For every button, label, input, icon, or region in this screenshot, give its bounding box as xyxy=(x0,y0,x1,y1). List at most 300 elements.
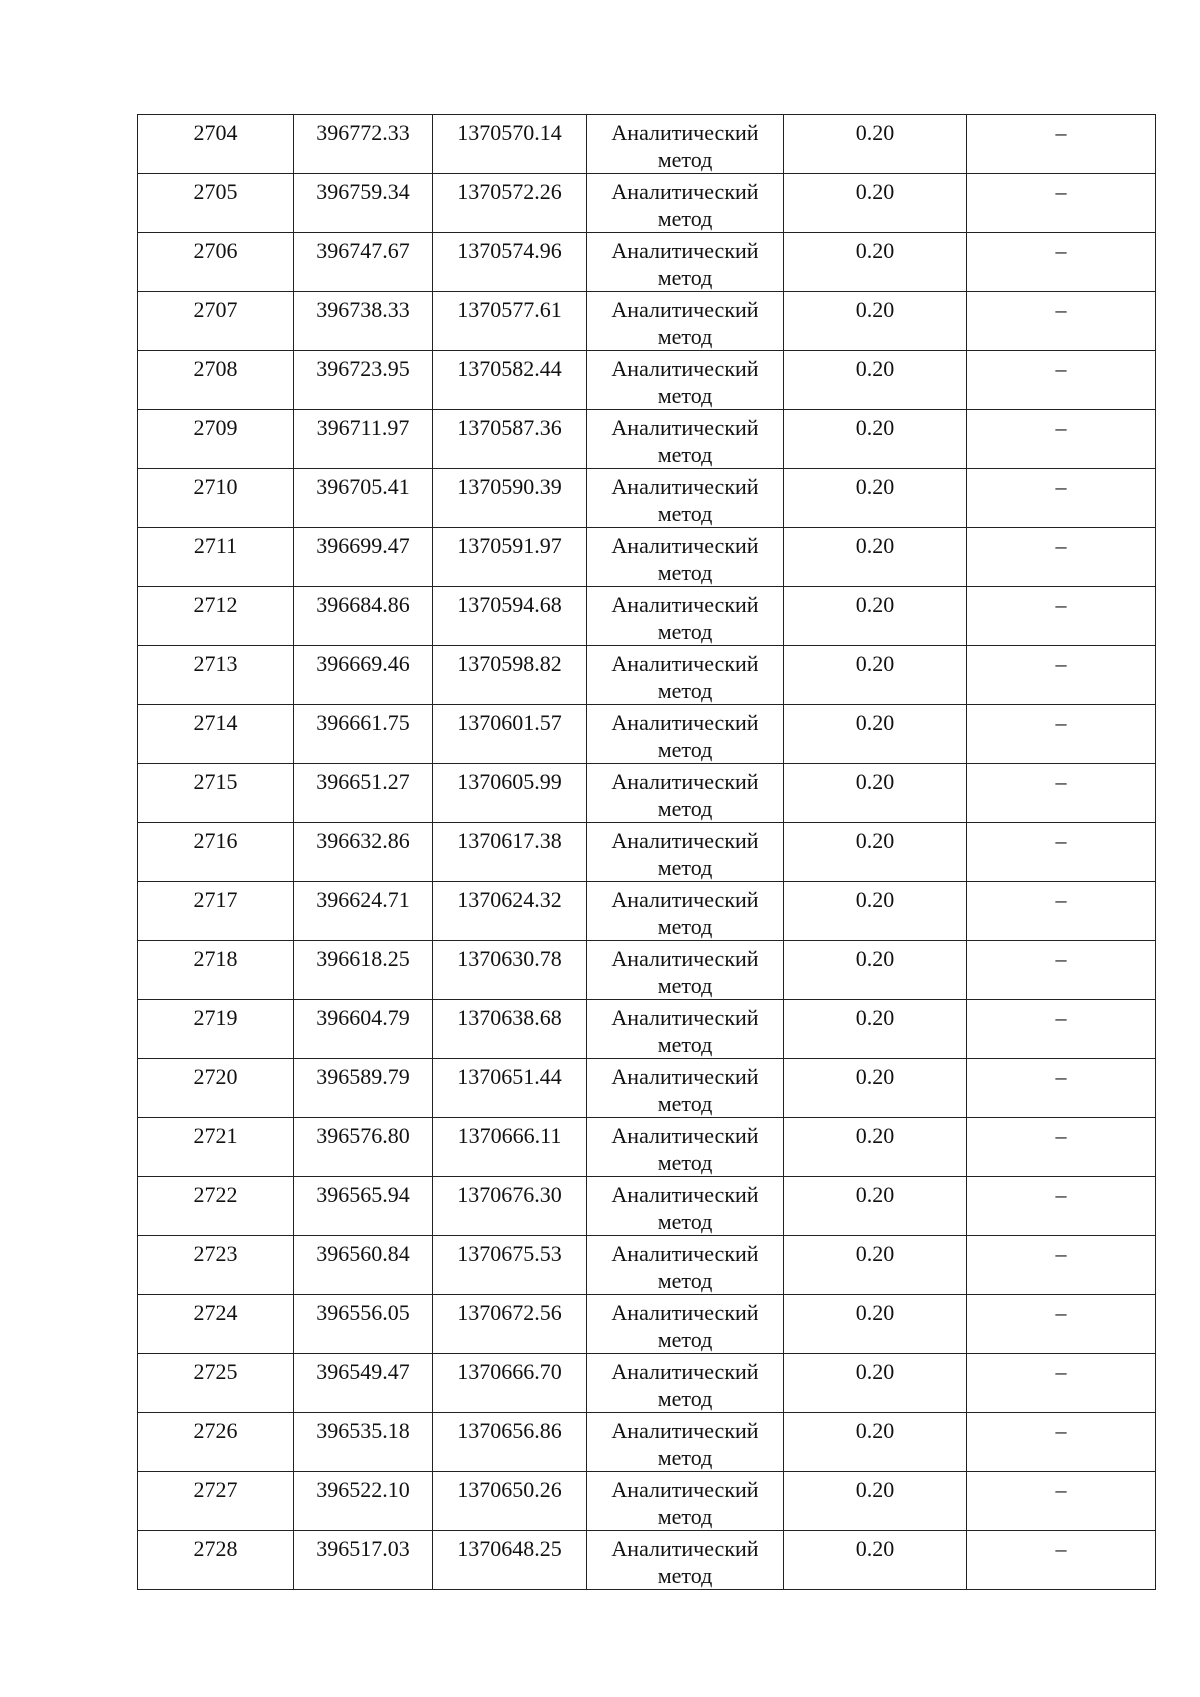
note-cell xyxy=(967,1354,1156,1413)
x-coordinate-cell-text: 396759.34 xyxy=(316,179,410,204)
method-cell xyxy=(587,882,784,941)
note-cell xyxy=(967,705,1156,764)
point-number-cell xyxy=(138,705,294,764)
method-cell xyxy=(587,1059,784,1118)
accuracy-cell xyxy=(784,292,967,351)
point-number-cell xyxy=(138,646,294,705)
x-coordinate-cell xyxy=(294,1295,433,1354)
point-number-cell-text: 2722 xyxy=(193,1182,238,1207)
x-coordinate-cell xyxy=(294,646,433,705)
point-number-cell-text: 2710 xyxy=(193,474,238,499)
method-cell xyxy=(587,292,784,351)
x-coordinate-cell-text: 396589.79 xyxy=(316,1064,410,1089)
x-coordinate-cell-text: 396535.18 xyxy=(316,1418,410,1443)
note-cell xyxy=(967,587,1156,646)
accuracy-cell-text: 0.20 xyxy=(855,120,895,145)
method-cell-text: Аналитический метод xyxy=(611,1241,759,1293)
coordinates-table-body xyxy=(138,115,1156,1590)
method-cell-text: Аналитический метод xyxy=(611,1477,759,1529)
accuracy-cell-text: 0.20 xyxy=(855,533,895,558)
accuracy-cell-text: 0.20 xyxy=(855,828,895,853)
table-row xyxy=(138,1531,1156,1590)
method-cell-text: Аналитический метод xyxy=(611,1359,759,1411)
note-cell xyxy=(967,882,1156,941)
point-number-cell xyxy=(138,1413,294,1472)
table-row xyxy=(138,764,1156,823)
x-coordinate-cell xyxy=(294,1531,433,1590)
note-cell-text: – xyxy=(1055,179,1067,204)
accuracy-cell xyxy=(784,174,967,233)
table-row xyxy=(138,292,1156,351)
point-number-cell-text: 2720 xyxy=(193,1064,238,1089)
method-cell-text: Аналитический метод xyxy=(611,1536,759,1588)
accuracy-cell-text: 0.20 xyxy=(855,1064,895,1089)
y-coordinate-cell-text: 1370598.82 xyxy=(457,651,562,676)
point-number-cell xyxy=(138,528,294,587)
note-cell-text: – xyxy=(1055,1064,1067,1089)
y-coordinate-cell-text: 1370656.86 xyxy=(457,1418,562,1443)
y-coordinate-cell-text: 1370630.78 xyxy=(457,946,562,971)
x-coordinate-cell xyxy=(294,1177,433,1236)
point-number-cell xyxy=(138,1531,294,1590)
method-cell xyxy=(587,1354,784,1413)
note-cell xyxy=(967,351,1156,410)
x-coordinate-cell-text: 396618.25 xyxy=(316,946,410,971)
note-cell xyxy=(967,174,1156,233)
x-coordinate-cell-text: 396705.41 xyxy=(316,474,410,499)
method-cell xyxy=(587,174,784,233)
method-cell-text: Аналитический метод xyxy=(611,710,759,762)
accuracy-cell xyxy=(784,233,967,292)
point-number-cell xyxy=(138,1177,294,1236)
y-coordinate-cell xyxy=(433,115,587,174)
method-cell xyxy=(587,469,784,528)
note-cell xyxy=(967,1059,1156,1118)
note-cell-text: – xyxy=(1055,238,1067,263)
accuracy-cell-text: 0.20 xyxy=(855,1300,895,1325)
y-coordinate-cell-text: 1370648.25 xyxy=(457,1536,562,1561)
table-row xyxy=(138,469,1156,528)
y-coordinate-cell xyxy=(433,764,587,823)
y-coordinate-cell xyxy=(433,1472,587,1531)
note-cell xyxy=(967,1000,1156,1059)
method-cell-text: Аналитический метод xyxy=(611,415,759,467)
point-number-cell-text: 2726 xyxy=(193,1418,238,1443)
accuracy-cell-text: 0.20 xyxy=(855,592,895,617)
table-row xyxy=(138,174,1156,233)
y-coordinate-cell-text: 1370617.38 xyxy=(457,828,562,853)
point-number-cell xyxy=(138,115,294,174)
y-coordinate-cell-text: 1370587.36 xyxy=(457,415,562,440)
accuracy-cell xyxy=(784,410,967,469)
point-number-cell-text: 2728 xyxy=(193,1536,238,1561)
point-number-cell-text: 2727 xyxy=(193,1477,238,1502)
point-number-cell-text: 2725 xyxy=(193,1359,238,1384)
note-cell-text: – xyxy=(1055,946,1067,971)
x-coordinate-cell xyxy=(294,587,433,646)
method-cell xyxy=(587,1177,784,1236)
point-number-cell-text: 2715 xyxy=(193,769,238,794)
y-coordinate-cell xyxy=(433,292,587,351)
method-cell-text: Аналитический метод xyxy=(611,946,759,998)
table-row xyxy=(138,1000,1156,1059)
y-coordinate-cell-text: 1370570.14 xyxy=(457,120,562,145)
method-cell-text: Аналитический метод xyxy=(611,474,759,526)
x-coordinate-cell xyxy=(294,1354,433,1413)
accuracy-cell-text: 0.20 xyxy=(855,769,895,794)
y-coordinate-cell xyxy=(433,1354,587,1413)
accuracy-cell xyxy=(784,587,967,646)
x-coordinate-cell-text: 396632.86 xyxy=(316,828,410,853)
note-cell-text: – xyxy=(1055,297,1067,322)
method-cell-text: Аналитический метод xyxy=(611,120,759,172)
point-number-cell xyxy=(138,233,294,292)
note-cell xyxy=(967,1236,1156,1295)
note-cell xyxy=(967,646,1156,705)
accuracy-cell-text: 0.20 xyxy=(855,297,895,322)
accuracy-cell-text: 0.20 xyxy=(855,356,895,381)
table-row xyxy=(138,823,1156,882)
y-coordinate-cell-text: 1370605.99 xyxy=(457,769,562,794)
y-coordinate-cell-text: 1370591.97 xyxy=(457,533,562,558)
note-cell-text: – xyxy=(1055,1536,1067,1561)
table-row xyxy=(138,115,1156,174)
x-coordinate-cell xyxy=(294,292,433,351)
x-coordinate-cell xyxy=(294,1000,433,1059)
note-cell xyxy=(967,469,1156,528)
table-row xyxy=(138,1118,1156,1177)
x-coordinate-cell xyxy=(294,1236,433,1295)
x-coordinate-cell-text: 396624.71 xyxy=(316,887,410,912)
x-coordinate-cell xyxy=(294,1118,433,1177)
method-cell-text: Аналитический метод xyxy=(611,1182,759,1234)
accuracy-cell-text: 0.20 xyxy=(855,651,895,676)
x-coordinate-cell-text: 396711.97 xyxy=(316,415,410,440)
y-coordinate-cell-text: 1370650.26 xyxy=(457,1477,562,1502)
method-cell xyxy=(587,764,784,823)
x-coordinate-cell xyxy=(294,410,433,469)
accuracy-cell-text: 0.20 xyxy=(855,1359,895,1384)
y-coordinate-cell xyxy=(433,823,587,882)
note-cell xyxy=(967,1531,1156,1590)
accuracy-cell-text: 0.20 xyxy=(855,1418,895,1443)
y-coordinate-cell xyxy=(433,1000,587,1059)
x-coordinate-cell-text: 396669.46 xyxy=(316,651,410,676)
method-cell-text: Аналитический метод xyxy=(611,887,759,939)
x-coordinate-cell xyxy=(294,882,433,941)
table-row xyxy=(138,410,1156,469)
method-cell xyxy=(587,1118,784,1177)
x-coordinate-cell-text: 396522.10 xyxy=(316,1477,410,1502)
x-coordinate-cell-text: 396556.05 xyxy=(316,1300,410,1325)
x-coordinate-cell xyxy=(294,528,433,587)
table-row xyxy=(138,882,1156,941)
point-number-cell xyxy=(138,882,294,941)
method-cell-text: Аналитический метод xyxy=(611,1005,759,1057)
accuracy-cell xyxy=(784,823,967,882)
accuracy-cell xyxy=(784,882,967,941)
y-coordinate-cell xyxy=(433,941,587,1000)
point-number-cell-text: 2719 xyxy=(193,1005,238,1030)
point-number-cell-text: 2721 xyxy=(193,1123,238,1148)
point-number-cell xyxy=(138,1354,294,1413)
note-cell-text: – xyxy=(1055,1241,1067,1266)
table-row xyxy=(138,1354,1156,1413)
y-coordinate-cell xyxy=(433,528,587,587)
point-number-cell xyxy=(138,1059,294,1118)
note-cell xyxy=(967,528,1156,587)
note-cell-text: – xyxy=(1055,1300,1067,1325)
note-cell-text: – xyxy=(1055,651,1067,676)
accuracy-cell xyxy=(784,1236,967,1295)
x-coordinate-cell-text: 396772.33 xyxy=(316,120,410,145)
y-coordinate-cell-text: 1370624.32 xyxy=(457,887,562,912)
point-number-cell xyxy=(138,292,294,351)
accuracy-cell xyxy=(784,1000,967,1059)
x-coordinate-cell-text: 396661.75 xyxy=(316,710,410,735)
accuracy-cell xyxy=(784,1059,967,1118)
note-cell-text: – xyxy=(1055,828,1067,853)
note-cell-text: – xyxy=(1055,356,1067,381)
point-number-cell xyxy=(138,1000,294,1059)
x-coordinate-cell xyxy=(294,705,433,764)
y-coordinate-cell xyxy=(433,351,587,410)
y-coordinate-cell xyxy=(433,233,587,292)
x-coordinate-cell xyxy=(294,351,433,410)
method-cell xyxy=(587,1531,784,1590)
x-coordinate-cell-text: 396684.86 xyxy=(316,592,410,617)
y-coordinate-cell-text: 1370577.61 xyxy=(457,297,562,322)
point-number-cell-text: 2705 xyxy=(193,179,238,204)
x-coordinate-cell xyxy=(294,764,433,823)
method-cell xyxy=(587,233,784,292)
method-cell-text: Аналитический метод xyxy=(611,238,759,290)
point-number-cell-text: 2704 xyxy=(193,120,238,145)
accuracy-cell xyxy=(784,646,967,705)
y-coordinate-cell-text: 1370638.68 xyxy=(457,1005,562,1030)
point-number-cell-text: 2714 xyxy=(193,710,238,735)
point-number-cell xyxy=(138,941,294,1000)
table-row xyxy=(138,1472,1156,1531)
y-coordinate-cell xyxy=(433,410,587,469)
y-coordinate-cell xyxy=(433,1118,587,1177)
table-row xyxy=(138,587,1156,646)
y-coordinate-cell-text: 1370666.70 xyxy=(457,1359,562,1384)
x-coordinate-cell xyxy=(294,174,433,233)
x-coordinate-cell-text: 396738.33 xyxy=(316,297,410,322)
x-coordinate-cell xyxy=(294,1059,433,1118)
accuracy-cell xyxy=(784,764,967,823)
note-cell-text: – xyxy=(1055,1418,1067,1443)
point-number-cell xyxy=(138,1295,294,1354)
point-number-cell-text: 2723 xyxy=(193,1241,238,1266)
method-cell xyxy=(587,705,784,764)
accuracy-cell-text: 0.20 xyxy=(855,415,895,440)
x-coordinate-cell-text: 396651.27 xyxy=(316,769,410,794)
accuracy-cell-text: 0.20 xyxy=(855,946,895,971)
x-coordinate-cell-text: 396517.03 xyxy=(316,1536,410,1561)
accuracy-cell-text: 0.20 xyxy=(855,1005,895,1030)
table-row xyxy=(138,233,1156,292)
accuracy-cell xyxy=(784,1472,967,1531)
method-cell xyxy=(587,1000,784,1059)
method-cell-text: Аналитический метод xyxy=(611,1064,759,1116)
accuracy-cell xyxy=(784,469,967,528)
accuracy-cell-text: 0.20 xyxy=(855,887,895,912)
method-cell-text: Аналитический метод xyxy=(611,651,759,703)
point-number-cell xyxy=(138,1472,294,1531)
accuracy-cell xyxy=(784,1413,967,1472)
x-coordinate-cell-text: 396560.84 xyxy=(316,1241,410,1266)
x-coordinate-cell xyxy=(294,1413,433,1472)
accuracy-cell-text: 0.20 xyxy=(855,179,895,204)
note-cell xyxy=(967,410,1156,469)
accuracy-cell xyxy=(784,115,967,174)
method-cell-text: Аналитический метод xyxy=(611,297,759,349)
point-number-cell-text: 2707 xyxy=(193,297,238,322)
point-number-cell-text: 2709 xyxy=(193,415,238,440)
x-coordinate-cell xyxy=(294,115,433,174)
note-cell xyxy=(967,764,1156,823)
accuracy-cell-text: 0.20 xyxy=(855,1182,895,1207)
y-coordinate-cell-text: 1370572.26 xyxy=(457,179,562,204)
table-row xyxy=(138,528,1156,587)
y-coordinate-cell-text: 1370651.44 xyxy=(457,1064,562,1089)
coordinates-table xyxy=(137,114,1156,1590)
method-cell-text: Аналитический метод xyxy=(611,1300,759,1352)
note-cell-text: – xyxy=(1055,710,1067,735)
accuracy-cell-text: 0.20 xyxy=(855,710,895,735)
note-cell-text: – xyxy=(1055,1359,1067,1384)
x-coordinate-cell-text: 396549.47 xyxy=(316,1359,410,1384)
accuracy-cell-text: 0.20 xyxy=(855,238,895,263)
accuracy-cell xyxy=(784,1531,967,1590)
y-coordinate-cell-text: 1370675.53 xyxy=(457,1241,562,1266)
method-cell xyxy=(587,528,784,587)
y-coordinate-cell xyxy=(433,587,587,646)
y-coordinate-cell-text: 1370574.96 xyxy=(457,238,562,263)
y-coordinate-cell xyxy=(433,469,587,528)
method-cell xyxy=(587,1413,784,1472)
y-coordinate-cell-text: 1370582.44 xyxy=(457,356,562,381)
x-coordinate-cell xyxy=(294,941,433,1000)
y-coordinate-cell xyxy=(433,1177,587,1236)
point-number-cell xyxy=(138,351,294,410)
note-cell-text: – xyxy=(1055,1182,1067,1207)
table-row xyxy=(138,1059,1156,1118)
note-cell xyxy=(967,233,1156,292)
method-cell-text: Аналитический метод xyxy=(611,179,759,231)
note-cell-text: – xyxy=(1055,120,1067,145)
method-cell xyxy=(587,115,784,174)
table-row xyxy=(138,1413,1156,1472)
note-cell xyxy=(967,1118,1156,1177)
accuracy-cell-text: 0.20 xyxy=(855,1123,895,1148)
table-row xyxy=(138,1295,1156,1354)
method-cell-text: Аналитический метод xyxy=(611,1418,759,1470)
point-number-cell-text: 2713 xyxy=(193,651,238,676)
y-coordinate-cell xyxy=(433,174,587,233)
x-coordinate-cell-text: 396604.79 xyxy=(316,1005,410,1030)
note-cell-text: – xyxy=(1055,1005,1067,1030)
x-coordinate-cell xyxy=(294,1472,433,1531)
note-cell-text: – xyxy=(1055,1477,1067,1502)
method-cell xyxy=(587,351,784,410)
accuracy-cell-text: 0.20 xyxy=(855,474,895,499)
note-cell-text: – xyxy=(1055,533,1067,558)
table-row xyxy=(138,941,1156,1000)
x-coordinate-cell xyxy=(294,233,433,292)
point-number-cell xyxy=(138,410,294,469)
point-number-cell-text: 2711 xyxy=(193,533,238,558)
note-cell xyxy=(967,1177,1156,1236)
y-coordinate-cell xyxy=(433,882,587,941)
point-number-cell-text: 2718 xyxy=(193,946,238,971)
accuracy-cell-text: 0.20 xyxy=(855,1477,895,1502)
x-coordinate-cell-text: 396576.80 xyxy=(316,1123,410,1148)
table-row xyxy=(138,1177,1156,1236)
accuracy-cell xyxy=(784,705,967,764)
note-cell xyxy=(967,823,1156,882)
method-cell xyxy=(587,1472,784,1531)
method-cell-text: Аналитический метод xyxy=(611,356,759,408)
point-number-cell xyxy=(138,823,294,882)
table-row xyxy=(138,351,1156,410)
note-cell-text: – xyxy=(1055,887,1067,912)
y-coordinate-cell-text: 1370601.57 xyxy=(457,710,562,735)
accuracy-cell xyxy=(784,1295,967,1354)
accuracy-cell xyxy=(784,528,967,587)
method-cell xyxy=(587,941,784,1000)
method-cell-text: Аналитический метод xyxy=(611,828,759,880)
point-number-cell-text: 2706 xyxy=(193,238,238,263)
y-coordinate-cell-text: 1370676.30 xyxy=(457,1182,562,1207)
point-number-cell-text: 2716 xyxy=(193,828,238,853)
accuracy-cell-text: 0.20 xyxy=(855,1536,895,1561)
method-cell xyxy=(587,823,784,882)
method-cell-text: Аналитический метод xyxy=(611,1123,759,1175)
point-number-cell-text: 2712 xyxy=(193,592,238,617)
table-row xyxy=(138,1236,1156,1295)
note-cell xyxy=(967,292,1156,351)
accuracy-cell-text: 0.20 xyxy=(855,1241,895,1266)
note-cell-text: – xyxy=(1055,1123,1067,1148)
accuracy-cell xyxy=(784,351,967,410)
x-coordinate-cell-text: 396699.47 xyxy=(316,533,410,558)
y-coordinate-cell xyxy=(433,1295,587,1354)
y-coordinate-cell-text: 1370594.68 xyxy=(457,592,562,617)
y-coordinate-cell xyxy=(433,646,587,705)
y-coordinate-cell-text: 1370666.11 xyxy=(457,1123,562,1148)
y-coordinate-cell xyxy=(433,1531,587,1590)
note-cell xyxy=(967,1472,1156,1531)
accuracy-cell xyxy=(784,1118,967,1177)
method-cell xyxy=(587,410,784,469)
x-coordinate-cell-text: 396723.95 xyxy=(316,356,410,381)
method-cell-text: Аналитический метод xyxy=(611,592,759,644)
y-coordinate-cell-text: 1370590.39 xyxy=(457,474,562,499)
x-coordinate-cell-text: 396747.67 xyxy=(316,238,410,263)
note-cell-text: – xyxy=(1055,769,1067,794)
method-cell xyxy=(587,1236,784,1295)
method-cell xyxy=(587,1295,784,1354)
method-cell-text: Аналитический метод xyxy=(611,533,759,585)
point-number-cell xyxy=(138,764,294,823)
note-cell-text: – xyxy=(1055,592,1067,617)
point-number-cell xyxy=(138,587,294,646)
point-number-cell-text: 2708 xyxy=(193,356,238,381)
y-coordinate-cell xyxy=(433,1059,587,1118)
